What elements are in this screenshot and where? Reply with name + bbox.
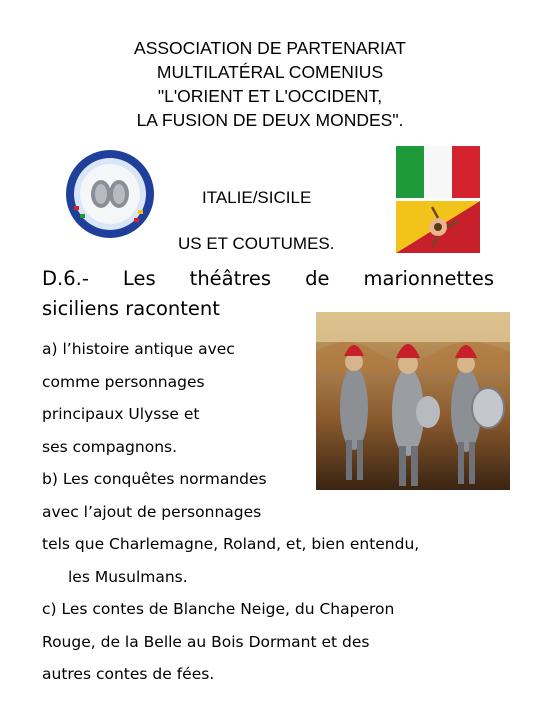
body-line: b) Les conquêtes normandes (42, 470, 267, 488)
header-line: ASSOCIATION DE PARTENARIAT (134, 38, 406, 58)
header-line: MULTILATÉRAL COMENIUS (156, 62, 384, 82)
header-line: "L'ORIENT ET L'OCCIDENT, (157, 86, 383, 106)
body-line: ses compagnons. (42, 437, 178, 456)
body-line: Rouge, de la Belle au Bois Dormant et des (42, 632, 370, 651)
body-line: principaux Ulysse et (42, 405, 200, 423)
heading-word: D.6.- (42, 267, 89, 290)
comenius-logo (64, 148, 156, 240)
body-line: a) l’histoire antique avec (42, 340, 235, 358)
header-line: LA FUSION DE DEUX MONDES". (136, 110, 404, 130)
body-line: avec l’ajout de personnages (42, 502, 262, 521)
body-line: autres contes de fées. (42, 665, 215, 683)
body-line: les Musulmans. (68, 567, 188, 586)
header (0, 36, 540, 132)
heading-word: Les (122, 267, 156, 290)
body-line: c) Les contes de Blanche Neige, du Chaperon (42, 600, 395, 618)
heading-word: théâtres (189, 267, 272, 290)
sicilian-puppets-photo (316, 312, 510, 490)
body-line: comme personnages (42, 372, 205, 391)
country-label: ITALIE/SICILE (202, 188, 312, 207)
italy-flag (396, 146, 480, 198)
subtitle: US ET COUTUMES. (178, 234, 335, 253)
heading-line-2: siciliens racontent (42, 297, 220, 320)
heading-word: marionnettes (363, 267, 494, 290)
heading-word: de (305, 267, 330, 290)
body-line: tels que Charlemagne, Roland, et, bien entendu, (42, 535, 420, 553)
sicily-flag (396, 201, 480, 253)
